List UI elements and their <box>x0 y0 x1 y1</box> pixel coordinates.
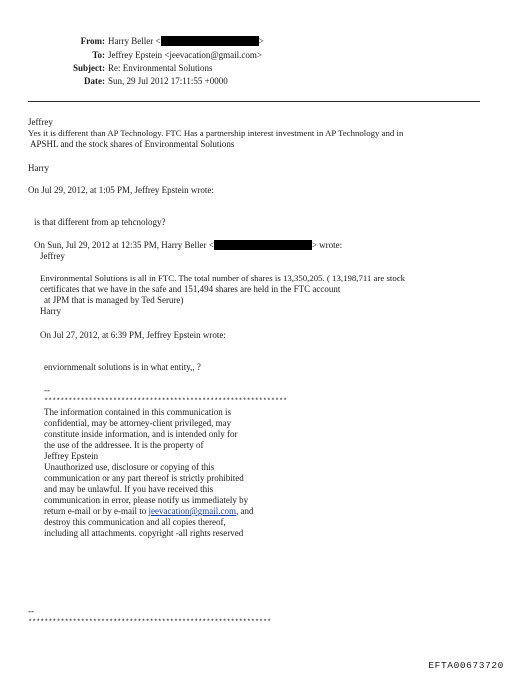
quote-header: On Sun, Jul 29, 2012 at 12:35 PM, Harry Beller < > wrote: <box>34 240 343 250</box>
greeting: Jeffrey <box>28 117 53 127</box>
disclaimer-line: The information contained in this communication is <box>44 407 231 417</box>
subject-label: Subject: <box>73 63 105 73</box>
signature-separator: -- <box>28 606 34 616</box>
from-label: From: <box>80 36 105 46</box>
paragraph-line: Yes it is different than AP Technology. FTC Has a partnership interest investment in AP Technology and in <box>28 128 404 138</box>
disclaimer-line: constitute inside information, and is intended only for <box>44 429 238 439</box>
quote-header: On Jul 27, 2012, at 6:39 PM, Jeffrey Epstein wrote: <box>40 330 226 340</box>
stars-divider: ************************************************************ <box>44 398 288 406</box>
quoted-message: is that different from ap tehcnology? <box>34 217 166 227</box>
disclaimer-line: communication in error, please notify us immediately by <box>44 495 249 505</box>
email-link[interactable]: jeevacation@gmail.com <box>148 506 236 516</box>
quoted-line: certificates that we have in the safe and 151,494 shares are held in the FTC account <box>40 284 341 294</box>
disclaimer-line: and may be unlawful. If you have received this <box>44 484 214 494</box>
quoted-message: enviornmenalt solutions is in what entity,, ? <box>44 362 201 372</box>
disclaimer-line: communication or any part thereof is strictly prohibited <box>44 473 244 483</box>
disclaimer-line: including all attachments. copyright -all rights reserved <box>44 528 244 538</box>
date-label: Date: <box>84 76 105 86</box>
quoted-greeting: Jeffrey <box>40 251 65 261</box>
quoted-signature: Harry <box>40 306 61 316</box>
paragraph-line: APSHL and the stock shares of Environmental Solutions <box>30 139 235 149</box>
quoted-line: at JPM that is managed by Ted Serure) <box>44 295 184 305</box>
signature-separator: -- <box>44 385 50 395</box>
disclaimer-line: return e-mail or by e-mail to jeevacation@gmail.com, and <box>44 506 254 516</box>
disclaimer-line: destroy this communication and all copies thereof, <box>44 517 226 527</box>
header-divider <box>28 101 480 102</box>
to-label: To: <box>92 50 105 60</box>
to-value: Jeffrey Epstein <jeevacation@gmail.com> <box>108 50 262 60</box>
bates-number: EFTA00673720 <box>428 660 504 671</box>
date-value: Sun, 29 Jul 2012 17:11:55 +0000 <box>108 76 228 86</box>
stars-divider: ************************************************************ <box>28 619 272 627</box>
disclaimer-line: Unauthorized use, disclosure or copying of this <box>44 462 215 472</box>
redaction-bar <box>214 240 312 250</box>
quoted-line: Environmental Solutions is all in FTC. The total number of shares is 13,350,205. ( 13,198,711 are stock <box>40 273 406 283</box>
from-value: Harry Beller < > <box>108 36 264 46</box>
disclaimer-line: confidential, may be attorney-client privileged, may <box>44 418 232 428</box>
signature: Harry <box>28 163 49 173</box>
subject-value: Re: Environmental Solutions <box>108 63 213 73</box>
disclaimer-line: the use of the addressee. It is the property of <box>44 440 204 450</box>
disclaimer-line: Jeffrey Epstein <box>44 451 99 461</box>
quote-header: On Jul 29, 2012, at 1:05 PM, Jeffrey Epstein wrote: <box>28 185 214 195</box>
redaction-bar <box>161 36 259 46</box>
